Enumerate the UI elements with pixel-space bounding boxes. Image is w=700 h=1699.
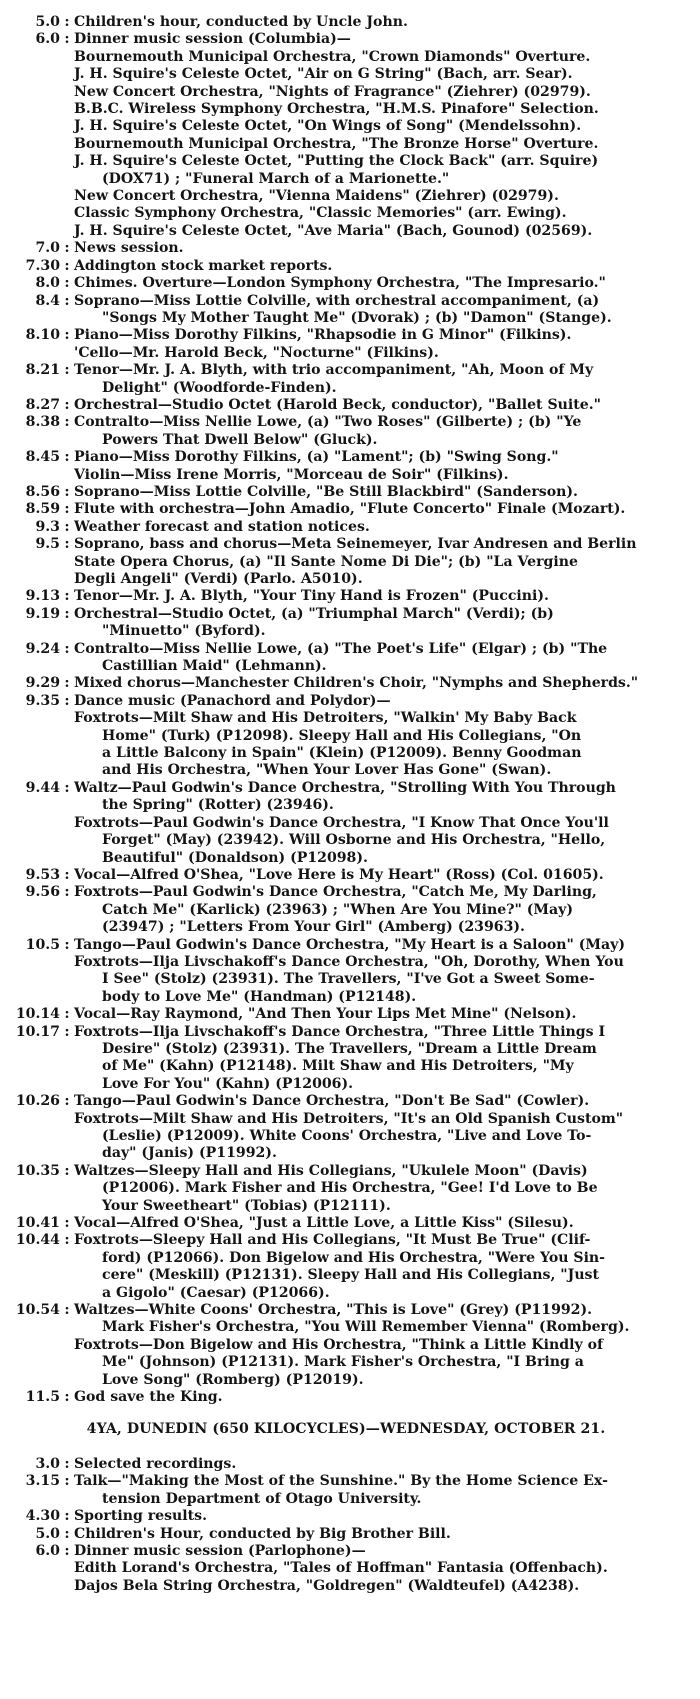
- entry-body: [74, 414, 688, 449]
- entry-time: 10.41: [15, 1215, 60, 1232]
- programme-entry: [4, 1163, 688, 1215]
- entry-line: Foxtrots—Milt Shaw and His Detroiters, "It's an Old Spanish Custom": [74, 1110, 624, 1127]
- entry-line: Children's Hour, conducted by Big Brother Bill.: [74, 1525, 451, 1542]
- time-separator: :: [64, 449, 70, 466]
- entry-line: Soprano—Miss Lottie Colville, "Be Still Blackbird" (Sanderson).: [74, 483, 578, 500]
- programme-entry: [4, 275, 688, 292]
- entry-body: [74, 293, 688, 328]
- entry-line: Tango—Paul Godwin's Dance Orchestra, "My Heart is a Saloon" (May): [74, 936, 626, 953]
- programme-entry: [4, 501, 688, 518]
- programme-entry: [4, 1093, 688, 1163]
- entry-line: Orchestral—Studio Octet (Harold Beck, conductor), "Ballet Suite.": [74, 396, 601, 413]
- entry-line: Vocal—Alfred O'Shea, "Love Here is My Heart" (Ross) (Col. 01605).: [74, 866, 604, 883]
- entry-line: Sporting results.: [74, 1508, 208, 1525]
- programme-entry: [4, 519, 688, 536]
- entry-time: 9.5: [35, 536, 60, 553]
- entry-time: 8.4: [35, 292, 60, 309]
- entry-time: 10.17: [15, 1023, 60, 1040]
- programme-entry: [4, 641, 688, 676]
- entry-body: [74, 397, 688, 414]
- entry-line: Selected recordings.: [74, 1455, 237, 1472]
- entry-line: Flute with orchestra—John Amadio, "Flute Concerto" Finale (Mozart).: [74, 501, 626, 518]
- entry-time: 10.5: [25, 936, 60, 953]
- entry-time: 9.19: [25, 605, 60, 622]
- entry-line: Mixed chorus—Manchester Children's Choir, "Nymphs and Shepherds.": [74, 675, 639, 692]
- entry-time: 3.15: [25, 1473, 60, 1490]
- entry-body: [74, 884, 688, 936]
- entry-time: 7.30: [25, 257, 60, 274]
- entry-line: Chimes. Overture—London Symphony Orchestra, "The Impresario.": [74, 275, 606, 292]
- programme-entry: [4, 693, 688, 780]
- entry-line: Vocal—Alfred O'Shea, "Just a Little Love, a Little Kiss" (Silesu).: [74, 1215, 574, 1232]
- time-separator: :: [64, 692, 70, 709]
- programme-entry: [4, 1302, 688, 1389]
- entry-line: a Little Balcony in Spain" (Klein) (P12009). Benny Goodman: [102, 745, 582, 762]
- entry-line: Foxtrots—Paul Godwin's Dance Orchestra, "I Know That Once You'll: [74, 814, 609, 831]
- entry-line: I See" (Stolz) (23931). The Travellers, "I've Got a Sweet Some-: [102, 971, 595, 988]
- entry-time: 10.35: [15, 1162, 60, 1179]
- entry-line: Foxtrots—Don Bigelow and His Orchestra, "Think a Little Kindly of: [74, 1336, 604, 1353]
- entry-line: Orchestral—Studio Octet, (a) "Triumphal March" (Verdi); (b): [74, 605, 554, 622]
- entry-time: 5.0: [35, 1525, 60, 1542]
- entry-line: Forget" (May) (23942). Will Osborne and His Orchestra, "Hello,: [102, 832, 606, 849]
- entry-line: State Opera Chorus, (a) "Il Sante Nome Di Die"; (b) "La Vergine: [74, 553, 578, 570]
- time-separator: :: [64, 275, 70, 292]
- entry-time: 6.0: [35, 31, 60, 48]
- entry-line: God save the King.: [74, 1389, 223, 1406]
- entry-body: [74, 606, 688, 641]
- entry-body: [74, 519, 688, 536]
- time-separator: :: [64, 866, 70, 883]
- entry-line: Castillian Maid" (Lehmann).: [102, 658, 327, 675]
- programme-entry: [4, 675, 688, 692]
- programme-entry: [4, 1543, 688, 1595]
- programme-entry: [4, 327, 688, 362]
- entry-body: [74, 1526, 688, 1543]
- entry-line: Foxtrots—Sleepy Hall and His Collegians, "It Must Be True" (Clif-: [74, 1232, 591, 1249]
- entry-line: Soprano, bass and chorus—Meta Seinemeyer, Ivar Andresen and Berlin: [74, 536, 637, 553]
- entry-time: 6.0: [35, 1542, 60, 1559]
- time-separator: :: [64, 1006, 70, 1023]
- entry-time: 10.44: [15, 1232, 60, 1249]
- entry-body: [74, 641, 688, 676]
- time-separator: :: [64, 884, 70, 901]
- time-separator: :: [64, 1302, 70, 1319]
- time-separator: :: [64, 1389, 70, 1406]
- time-separator: :: [64, 414, 70, 431]
- entry-body: [74, 1456, 688, 1473]
- time-separator: :: [64, 1525, 70, 1542]
- time-separator: :: [64, 605, 70, 622]
- entry-line: Tenor—Mr. J. A. Blyth, with trio accompaniment, "Ah, Moon of My: [74, 362, 594, 379]
- entry-line: Degli Angeli" (Verdi) (Parlo. A5010).: [74, 571, 363, 587]
- programme-list-dunedin: [4, 1456, 688, 1595]
- entry-line: Dinner music session (Parlophone)—: [74, 1542, 366, 1559]
- entry-time: 9.13: [25, 588, 60, 605]
- entry-line: Catch Me" (Karlick) (23963) ; "When Are You Mine?" (May): [102, 901, 573, 918]
- entry-time: 8.21: [25, 362, 60, 379]
- entry-line: (P12006). Mark Fisher and His Orchestra, "Gee! I'd Love to Be: [102, 1180, 598, 1197]
- entry-line: a Gigolo" (Caesar) (P12066).: [102, 1284, 330, 1301]
- entry-line: Contralto—Miss Nellie Lowe, (a) "Two Roses" (Gilberte) ; (b) "Ye: [74, 414, 582, 431]
- programme-entry: [4, 867, 688, 884]
- entry-body: [74, 1215, 688, 1232]
- entry-line: Dinner music session (Columbia)—: [74, 31, 351, 48]
- entry-line: (23947) ; "Letters From Your Girl" (Amberg) (23963).: [102, 919, 525, 936]
- time-separator: :: [64, 1473, 70, 1490]
- time-separator: :: [64, 1542, 70, 1559]
- entry-line: Foxtrots—Paul Godwin's Dance Orchestra, "Catch Me, My Darling,: [74, 884, 597, 901]
- programme-entry: [4, 1006, 688, 1023]
- entry-line: Mark Fisher's Orchestra, "You Will Remember Vienna" (Romberg).: [102, 1319, 630, 1336]
- entry-line: Foxtrots—Ilja Livschakoff's Dance Orchestra, "Three Little Things I: [74, 1023, 606, 1040]
- time-separator: :: [64, 1232, 70, 1249]
- entry-line: body to Love Me" (Handman) (P12148).: [102, 988, 417, 1005]
- entry-line: "Minuetto" (Byford).: [102, 623, 266, 640]
- time-separator: :: [64, 518, 70, 535]
- entry-line: tension Department of Otago University.: [102, 1490, 422, 1507]
- entry-body: [74, 1543, 688, 1595]
- entry-line: day" (Janis) (P11992).: [102, 1145, 277, 1162]
- programme-entry: [4, 1232, 688, 1302]
- entry-line: Home" (Turk) (P12098). Sleepy Hall and His Collegians, "On: [102, 727, 582, 744]
- programme-entry: [4, 1456, 688, 1473]
- entry-body: [74, 484, 688, 501]
- time-separator: :: [64, 640, 70, 657]
- entry-body: [74, 240, 688, 257]
- entry-line: New Concert Orchestra, "Nights of Fragrance" (Ziehrer) (02979).: [74, 83, 591, 100]
- programme-entry: [4, 1526, 688, 1543]
- entry-line: Bournemouth Municipal Orchestra, "The Bronze Horse" Overture.: [74, 135, 599, 152]
- time-separator: :: [64, 936, 70, 953]
- time-separator: :: [64, 31, 70, 48]
- time-separator: :: [64, 1215, 70, 1232]
- entry-line: J. H. Squire's Celeste Octet, "Air on G String" (Bach, arr. Sear).: [74, 66, 573, 83]
- time-separator: :: [64, 396, 70, 413]
- entry-line: J. H. Squire's Celeste Octet, "Ave Maria" (Bach, Gounod) (02569).: [74, 222, 593, 239]
- programme-entry: [4, 397, 688, 414]
- entry-line: Waltzes—Sleepy Hall and His Collegians, "Ukulele Moon" (Davis): [74, 1162, 588, 1179]
- entry-body: [74, 867, 688, 884]
- entry-body: [74, 1006, 688, 1023]
- programme-entry: [4, 258, 688, 275]
- entry-line: Your Sweetheart" (Tobias) (P12111).: [102, 1197, 391, 1214]
- entry-line: "Songs My Mother Taught Me" (Dvorak) ; (b) "Damon" (Stange).: [102, 309, 612, 326]
- programme-entry: [4, 1024, 688, 1094]
- entry-line: cere" (Meskill) (P12131). Sleepy Hall and His Collegians, "Just: [102, 1267, 600, 1284]
- entry-time: 11.5: [25, 1389, 60, 1406]
- time-separator: :: [64, 1093, 70, 1110]
- programme-entry: [4, 1473, 688, 1508]
- entry-line: Me" (Johnson) (P12131). Mark Fisher's Orchestra, "I Bring a: [102, 1354, 584, 1371]
- programme-entry: [4, 31, 688, 240]
- entry-line: Vocal—Ray Raymond, "And Then Your Lips Met Mine" (Nelson).: [74, 1006, 577, 1023]
- time-separator: :: [64, 536, 70, 553]
- entry-line: and His Orchestra, "When Your Lover Has Gone" (Swan).: [102, 762, 552, 779]
- entry-line: Violin—Miss Irene Morris, "Morceau de Soir" (Filkins).: [74, 466, 509, 483]
- entry-line: Tenor—Mr. J. A. Blyth, "Your Tiny Hand is Frozen" (Puccini).: [74, 588, 549, 605]
- entry-time: 8.45: [25, 449, 60, 466]
- entry-line: Bournemouth Municipal Orchestra, "Crown Diamonds" Overture.: [74, 48, 591, 65]
- entry-line: 'Cello—Mr. Harold Beck, "Nocturne" (Filkins).: [74, 344, 439, 361]
- entry-line: of Me" (Kahn) (P12148). Milt Shaw and His Detroiters, "My: [102, 1058, 574, 1075]
- entry-time: 10.14: [15, 1006, 60, 1023]
- entry-line: Waltz—Paul Godwin's Dance Orchestra, "Strolling With You Through: [74, 779, 616, 796]
- entry-body: [74, 675, 688, 692]
- time-separator: :: [64, 1023, 70, 1040]
- entry-body: [74, 536, 688, 588]
- entry-body: [74, 14, 688, 31]
- time-separator: :: [64, 327, 70, 344]
- entry-line: Tango—Paul Godwin's Dance Orchestra, "Don't Be Sad" (Cowler).: [74, 1093, 590, 1110]
- entry-time: 10.26: [15, 1093, 60, 1110]
- entry-line: Dajos Bela String Orchestra, "Goldregen" (Waldteufel) (A4238).: [74, 1577, 580, 1594]
- entry-time: 3.0: [35, 1455, 60, 1472]
- entry-line: Weather forecast and station notices.: [74, 518, 370, 535]
- entry-time: 9.3: [35, 518, 60, 535]
- entry-line: J. H. Squire's Celeste Octet, "Putting the Clock Back" (arr. Squire): [74, 153, 599, 170]
- entry-line: Love For You" (Kahn) (P12006).: [102, 1075, 354, 1092]
- time-separator: :: [64, 483, 70, 500]
- time-separator: :: [64, 240, 70, 257]
- time-separator: :: [64, 501, 70, 518]
- entry-body: [74, 1302, 688, 1389]
- entry-time: 8.27: [25, 396, 60, 413]
- entry-body: [74, 1093, 688, 1163]
- entry-line: Foxtrots—Ilja Livschakoff's Dance Orchestra, "Oh, Dorothy, When You: [74, 953, 624, 970]
- entry-line: Addington stock market reports.: [74, 257, 333, 274]
- entry-time: 9.29: [25, 675, 60, 692]
- programme-entry: [4, 1508, 688, 1525]
- programme-entry: [4, 484, 688, 501]
- programme-entry: [4, 588, 688, 605]
- entry-time: 8.38: [25, 414, 60, 431]
- programme-entry: [4, 606, 688, 641]
- time-separator: :: [64, 675, 70, 692]
- entry-time: 8.59: [25, 501, 60, 518]
- entry-line: (DOX71) ; "Funeral March of a Marionette.": [102, 170, 450, 187]
- programme-entry: [4, 1215, 688, 1232]
- programme-entry: [4, 937, 688, 1007]
- entry-line: Waltzes—White Coons' Orchestra, "This is Love" (Grey) (P11992).: [74, 1302, 593, 1319]
- programme-list-christchurch: [4, 14, 688, 1407]
- programme-entry: [4, 14, 688, 31]
- entry-body: [74, 1024, 688, 1094]
- entry-line: News session.: [74, 240, 184, 257]
- time-separator: :: [64, 292, 70, 309]
- entry-body: [74, 327, 688, 362]
- programme-entry: [4, 293, 688, 328]
- entry-body: [74, 1473, 688, 1508]
- programme-entry: [4, 240, 688, 257]
- entry-body: [74, 1232, 688, 1302]
- programme-entry: [4, 1389, 688, 1406]
- entry-line: Delight" (Woodforde-Finden).: [102, 379, 337, 396]
- entry-line: ford) (P12066). Don Bigelow and His Orchestra, "Were You Sin-: [102, 1249, 606, 1266]
- programme-entry: [4, 362, 688, 397]
- entry-body: [74, 780, 688, 867]
- entry-line: Talk—"Making the Most of the Sunshine." By the Home Science Ex-: [74, 1473, 608, 1490]
- time-separator: :: [64, 779, 70, 796]
- entry-time: 9.24: [25, 640, 60, 657]
- entry-body: [74, 275, 688, 292]
- programme-entry: [4, 780, 688, 867]
- entry-line: B.B.C. Wireless Symphony Orchestra, "H.M.S. Pinafore" Selection.: [74, 101, 599, 118]
- programme-entry: [4, 884, 688, 936]
- entry-time: 9.44: [25, 779, 60, 796]
- programme-entry: [4, 449, 688, 484]
- entry-time: 5.0: [35, 14, 60, 30]
- entry-line: Contralto—Miss Nellie Lowe, (a) "The Poet's Life" (Elgar) ; (b) "The: [74, 640, 608, 657]
- station-heading: 4YA, DUNEDIN (650 KILOCYCLES)—WEDNESDAY, OCTOBER 21.: [86, 1420, 606, 1437]
- time-separator: :: [64, 362, 70, 379]
- entry-time: 9.35: [25, 692, 60, 709]
- entry-line: Children's hour, conducted by Uncle John.: [74, 14, 408, 30]
- entry-body: [74, 362, 688, 397]
- entry-time: 9.56: [25, 884, 60, 901]
- entry-line: the Spring" (Rotter) (23946).: [102, 797, 334, 814]
- entry-body: [74, 258, 688, 275]
- programme-entry: [4, 414, 688, 449]
- entry-line: Powers That Dwell Below" (Gluck).: [102, 431, 378, 448]
- entry-line: Piano—Miss Dorothy Filkins, (a) "Lament"; (b) "Swing Song.": [74, 449, 559, 466]
- entry-line: Foxtrots—Milt Shaw and His Detroiters, "Walkin' My Baby Back: [74, 710, 577, 727]
- entry-body: [74, 501, 688, 518]
- entry-line: Soprano—Miss Lottie Colville, with orchestral accompaniment, (a): [74, 292, 600, 309]
- entry-line: Desire" (Stolz) (23931). The Travellers, "Dream a Little Dream: [102, 1040, 597, 1057]
- entry-body: [74, 1163, 688, 1215]
- entry-line: (Leslie) (P12009). White Coons' Orchestra, "Live and Love To-: [102, 1128, 592, 1144]
- entry-line: Classic Symphony Orchestra, "Classic Memories" (arr. Ewing).: [74, 205, 567, 222]
- time-separator: :: [64, 257, 70, 274]
- entry-time: 4.30: [25, 1508, 60, 1525]
- entry-body: [74, 1389, 688, 1406]
- time-separator: :: [64, 1508, 70, 1525]
- entry-line: J. H. Squire's Celeste Octet, "On Wings of Song" (Mendelssohn).: [74, 118, 582, 135]
- entry-time: 10.54: [15, 1302, 60, 1319]
- entry-line: Dance music (Panachord and Polydor)—: [74, 692, 391, 709]
- entry-line: Piano—Miss Dorothy Filkins, "Rhapsodie in G Minor" (Filkins).: [74, 327, 572, 344]
- entry-time: 8.0: [35, 275, 60, 292]
- entry-line: New Concert Orchestra, "Vienna Maidens" (Ziehrer) (02979).: [74, 188, 559, 205]
- time-separator: :: [64, 14, 70, 30]
- time-separator: :: [64, 588, 70, 605]
- programme-entry: [4, 536, 688, 588]
- entry-body: [74, 937, 688, 1007]
- time-separator: :: [64, 1455, 70, 1472]
- entry-time: 7.0: [35, 240, 60, 257]
- entry-line: Beautiful" (Donaldson) (P12098).: [102, 849, 368, 866]
- entry-time: 8.10: [25, 327, 60, 344]
- time-separator: :: [64, 1162, 70, 1179]
- entry-body: [74, 588, 688, 605]
- entry-body: [74, 1508, 688, 1525]
- entry-line: Love Song" (Romberg) (P12019).: [102, 1371, 364, 1388]
- entry-time: 8.56: [25, 483, 60, 500]
- entry-body: [74, 693, 688, 780]
- entry-body: [74, 31, 688, 240]
- entry-line: Edith Lorand's Orchestra, "Tales of Hoffman" Fantasia (Offenbach).: [74, 1560, 608, 1577]
- entry-body: [74, 449, 688, 484]
- entry-time: 9.53: [25, 866, 60, 883]
